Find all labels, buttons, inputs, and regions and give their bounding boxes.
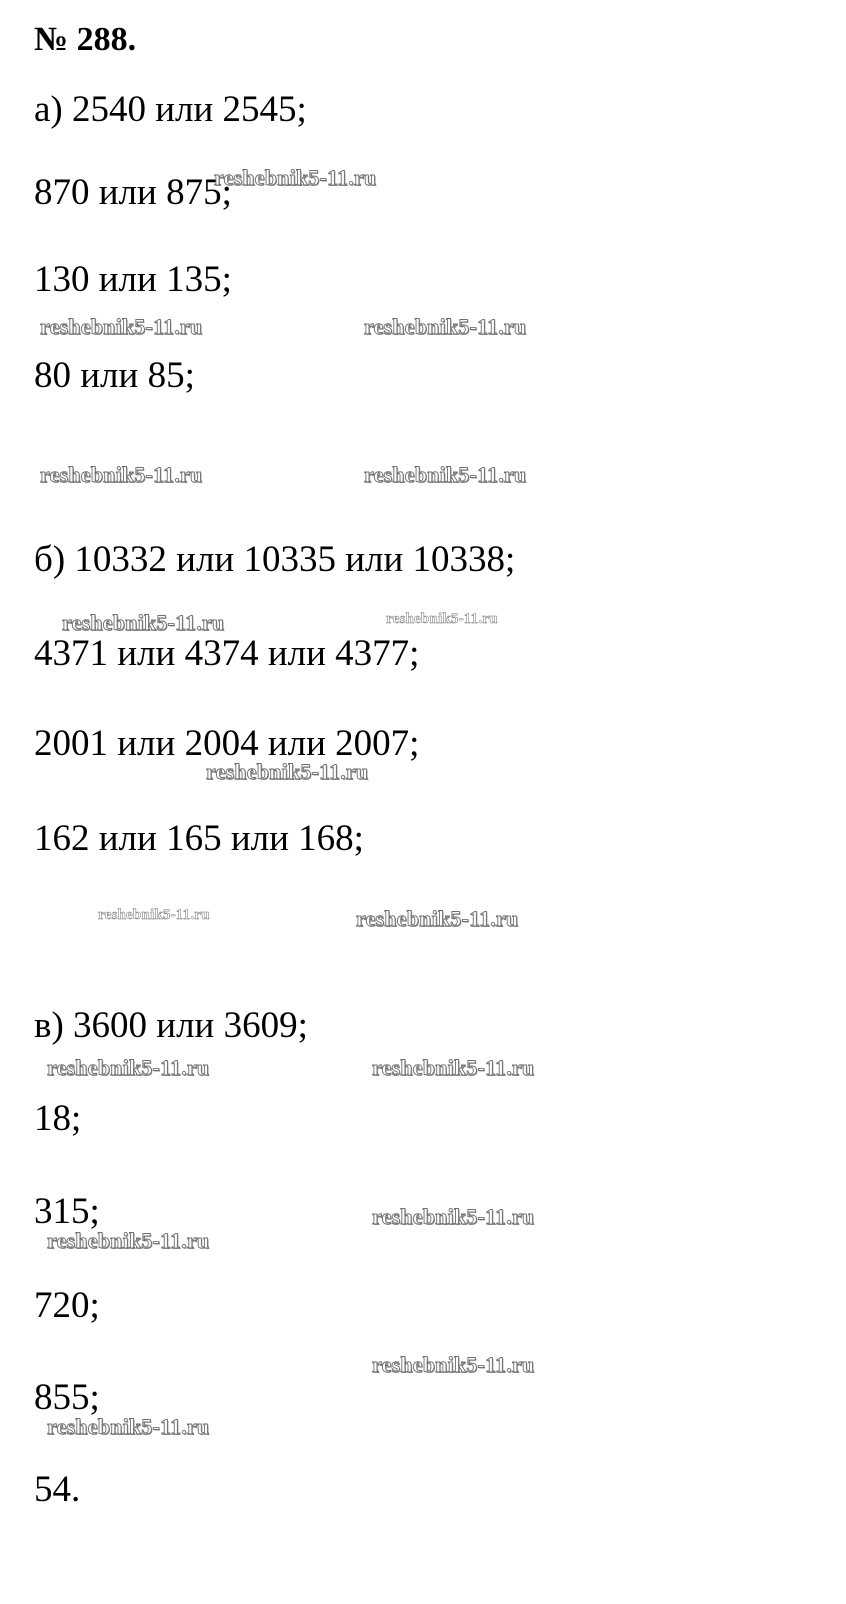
watermark: reshebnik5-11.ru (40, 314, 203, 339)
watermark: reshebnik5-11.ru (372, 1352, 535, 1377)
watermark: reshebnik5-11.ru (356, 906, 519, 931)
watermark: reshebnik5-11.ru (364, 314, 527, 339)
watermark: reshebnik5-11.ru (47, 1414, 210, 1439)
answer-line: 2001 или 2004 или 2007; (34, 723, 420, 764)
answer-line: 720; (34, 1285, 100, 1326)
watermark: reshebnik5-11.ru (372, 1055, 535, 1080)
answer-line: 870 или 875; (34, 172, 232, 213)
problem-title: № 288. (34, 21, 137, 58)
watermark: reshebnik5-11.ru (214, 165, 377, 190)
watermark: reshebnik5-11.ru (98, 907, 210, 923)
answer-line: а) 2540 или 2545; (34, 89, 307, 130)
watermark: reshebnik5-11.ru (386, 611, 498, 627)
answer-line: 315; (34, 1191, 100, 1232)
answer-line: 80 или 85; (34, 355, 195, 396)
answer-line: 54. (34, 1469, 81, 1510)
answer-line: в) 3600 или 3609; (34, 1005, 308, 1046)
answer-line: 4371 или 4374 или 4377; (34, 633, 420, 674)
answer-line: б) 10332 или 10335 или 10338; (34, 539, 516, 580)
answer-line: 130 или 135; (34, 259, 232, 300)
watermark: reshebnik5-11.ru (47, 1228, 210, 1253)
watermark: reshebnik5-11.ru (372, 1204, 535, 1229)
answer-line: 18; (34, 1098, 82, 1139)
watermark: reshebnik5-11.ru (40, 462, 203, 487)
watermark: reshebnik5-11.ru (47, 1055, 210, 1080)
answer-line: 855; (34, 1377, 100, 1418)
watermark: reshebnik5-11.ru (364, 462, 527, 487)
watermark: reshebnik5-11.ru (62, 610, 225, 635)
answer-line: 162 или 165 или 168; (34, 818, 364, 859)
watermark: reshebnik5-11.ru (206, 759, 369, 784)
